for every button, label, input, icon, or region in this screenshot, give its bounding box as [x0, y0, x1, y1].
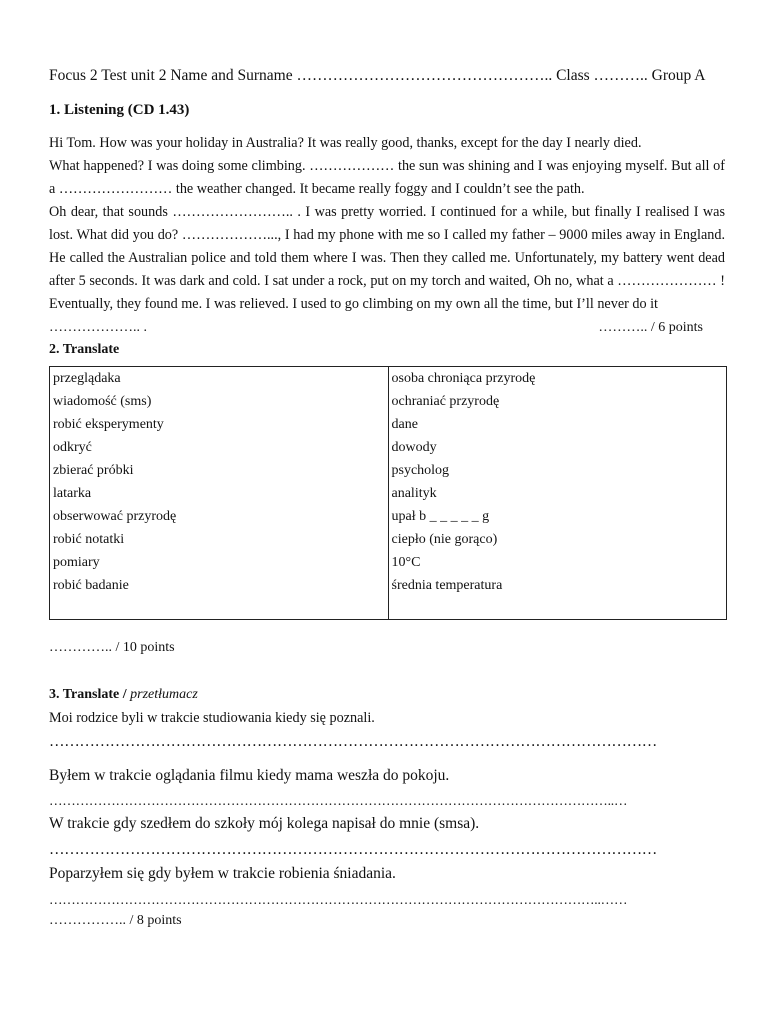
vocab-right-cell: dane [388, 413, 727, 436]
table-row [50, 505, 727, 528]
vocab-left-cell: pomiary [50, 551, 389, 574]
table-row [50, 574, 727, 597]
listening-text [49, 132, 725, 339]
vocab-right-cell: upał b _ _ _ _ _ g [388, 505, 727, 528]
vocab-right-cell: osoba chroniąca przyrodę [388, 367, 727, 391]
answer-line-3: ………………………………………………………………………………………………………… [49, 841, 658, 858]
section3-heading-main: 3. Translate / [49, 687, 131, 702]
table-row [50, 482, 727, 505]
vocab-left-cell: przeglądaka [50, 367, 389, 391]
section3-heading [49, 687, 198, 703]
vocab-right-cell: analityk [388, 482, 727, 505]
vocab-right-cell: 10°C [388, 551, 727, 574]
vocab-left-cell: zbierać próbki [50, 459, 389, 482]
vocabulary-table [49, 366, 727, 620]
listening-paragraph-3: Oh dear, that sounds …………………….. . I was pretty worried. I continued for a while, but finally I realised I was lost. What did you do? ………………..., I had my phone with me so I called my father – 9000 miles away in England. He called the Australian police and told them where I was. Then they called me. Unfortunately, my battery went dead after 5 seconds. It was dark and cold. I sat under a rock, put on my torch and waited, Oh no, what a ………………… ! Eventually, they found me. I was relieved. I used to go climbing on my own all the time, but I’ll never do it [49, 204, 725, 312]
vocab-right-cell: dowody [388, 436, 727, 459]
table-row [50, 367, 727, 391]
vocab-right-cell: psycholog [388, 459, 727, 482]
answer-line-2: ………………………………………………………………………………………………………………..… [49, 793, 628, 808]
listening-paragraph-2: What happened? I was doing some climbing. ……………… the sun was shining and I was enjoying myself. But all of a …………………… the weather changed. It became really foggy and I couldn’t see the path. [49, 158, 725, 197]
section1-points-line [49, 316, 725, 339]
section2-heading: 2. Translate [49, 342, 120, 357]
vocab-right-cell: ciepło (nie gorąco) [388, 528, 727, 551]
last-blank: ……………….. . [49, 320, 147, 335]
table-row [50, 528, 727, 551]
sentence-4: Poparzyłem się gdy byłem w trakcie robienia śniadania. [49, 865, 396, 882]
section3-points: …………….. / 8 points [49, 913, 182, 928]
sentence-3: W trakcie gdy szedłem do szkoły mój kolega napisał do mnie (smsa). [49, 815, 480, 832]
vocab-left-cell: robić notatki [50, 528, 389, 551]
listening-paragraph-1: Hi Tom. How was your holiday in Australia? It was really good, thanks, except for the day I nearly died. [49, 135, 642, 151]
table-row [50, 413, 727, 436]
answer-line-4: ……………………………………………………………………………………………………………..…… [49, 892, 628, 907]
vocab-left-cell: latarka [50, 482, 389, 505]
vocab-right-cell: ochraniać przyrodę [388, 390, 727, 413]
vocab-right-cell: średnia temperatura [388, 574, 727, 597]
sentence-1: Moi rodzice byli w trakcie studiowania kiedy się poznali. [49, 710, 375, 726]
table-row [50, 436, 727, 459]
section2-points: ………….. / 10 points [49, 640, 175, 655]
table-row [50, 459, 727, 482]
table-row-empty [50, 597, 727, 620]
vocab-empty-cell [50, 597, 389, 620]
vocab-empty-cell [388, 597, 727, 620]
vocab-left-cell: robić badanie [50, 574, 389, 597]
vocab-left-cell: wiadomość (sms) [50, 390, 389, 413]
section3-heading-italic: przetłumacz [130, 687, 198, 702]
vocab-left-cell: obserwować przyrodę [50, 505, 389, 528]
vocab-left-cell: odkryć [50, 436, 389, 459]
test-header: Focus 2 Test unit 2 Name and Surname ………………………………………….. Class ……….. Group A [49, 67, 706, 84]
section1-heading: 1. Listening (CD 1.43) [49, 102, 190, 118]
table-row [50, 551, 727, 574]
vocab-left-cell: robić eksperymenty [50, 413, 389, 436]
sentence-2: Byłem w trakcie oglądania filmu kiedy mama weszła do pokoju. [49, 767, 450, 784]
table-row [50, 390, 727, 413]
answer-line-1: ………………………………………………………………………………………………………… [49, 733, 658, 750]
section1-points: ……….. / 6 points [598, 320, 703, 335]
